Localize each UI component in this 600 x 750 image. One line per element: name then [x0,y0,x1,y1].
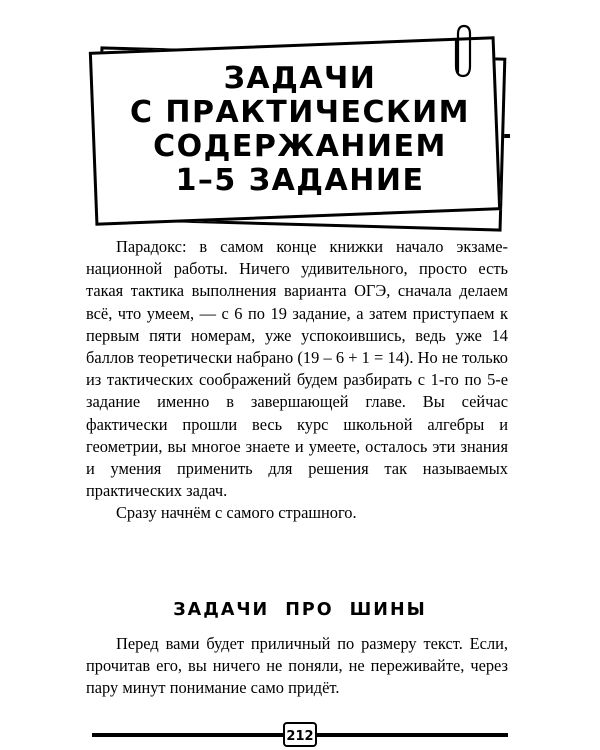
chapter-title-line: ЗАДАЧИ [223,61,377,96]
section-paragraph: Перед вами будет приличный по размеру текст. Если, прочитав его, вы ничего не поняли, не переживайте, через пару минут понимание само придёт. [86,634,508,698]
intro-text [86,236,508,525]
chapter-title-line: С ПРАКТИЧЕСКИМ [129,95,471,130]
chapter-title-line: СОДЕРЖАНИЕМ [153,129,447,164]
footer-rule-right [317,733,508,737]
section-text [86,633,508,700]
chapter-title-line: 1–5 ЗАДАНИЕ [175,163,425,198]
section-heading: ЗАДАЧИ ПРО ШИНЫ [173,600,427,620]
page-number: 212 [283,722,317,747]
intro-paragraph: Парадокс: в самом конце книжки начало экзаменационной работы. Ничего удивительного, просто есть такая тактика выполнения варианта ОГЭ, сначала делаем всё, что умеем, — с 6 по 19 задание, а затем приступаем к первым пяти номерам, уже успокоившись, ведь уже 14 баллов теоретически набрано (19 – 6 + 1 = 14). Но не только из тактических соображений будем разбирать с 1-го по 5-е задание именно в завершающей главе. Вы сейчас фактически прошли весь курс школьной алгебры и геометрии, вы многое знаете и умеете, осталось эти знания и умения применить для решения так называемых практических задач. [86,237,508,501]
chapter-title [100,62,500,198]
intro-paragraph: Сразу начнём с самого страшного. [116,503,357,523]
footer-rule-left [92,733,283,737]
